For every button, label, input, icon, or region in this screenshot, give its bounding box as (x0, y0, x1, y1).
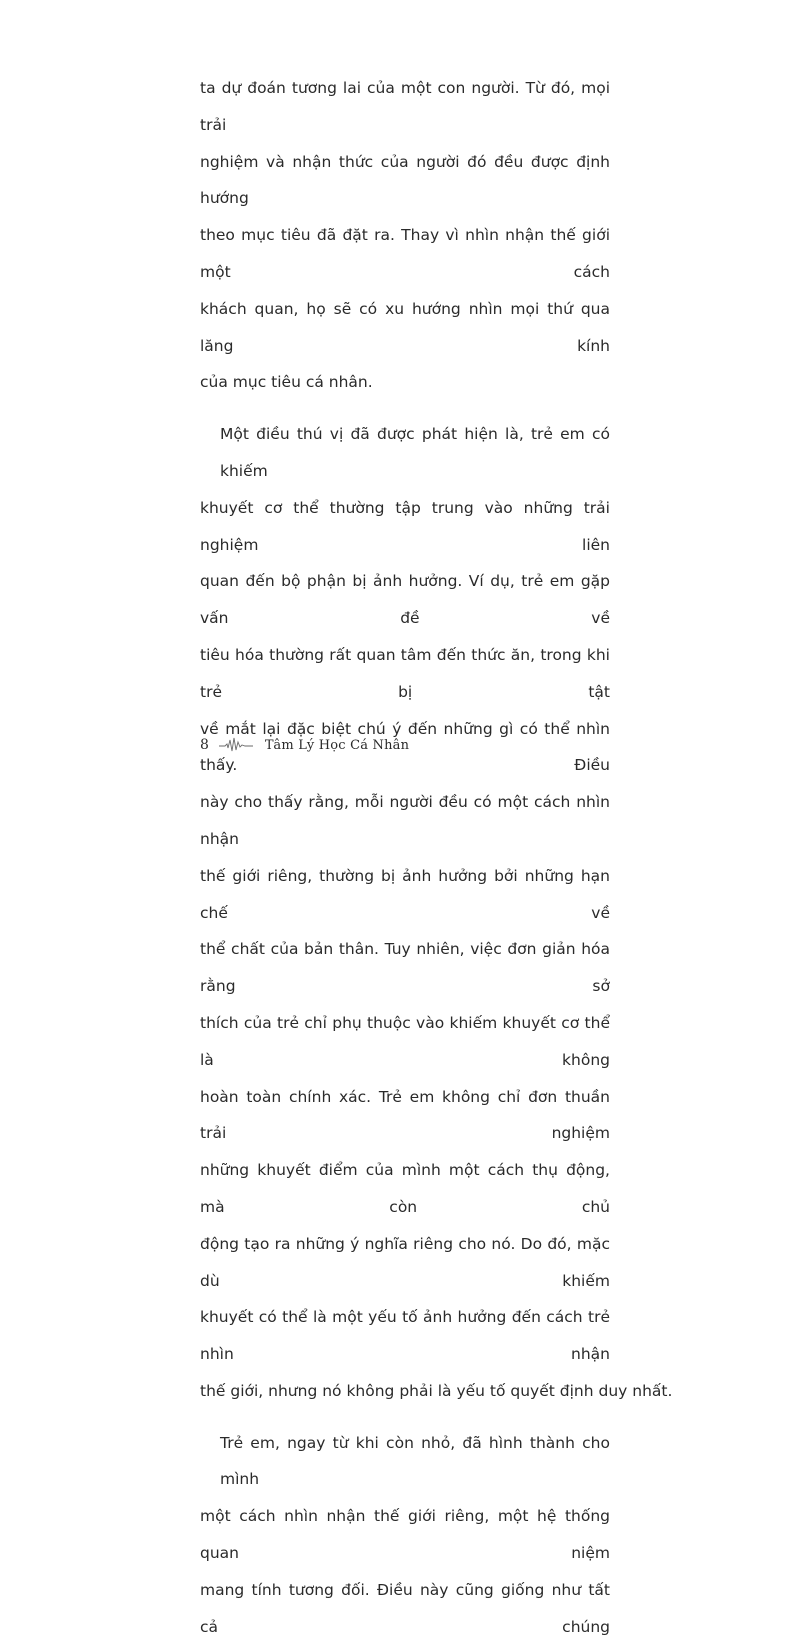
text-line: hoàn toàn chính xác. Trẻ em không chỉ đơn thuần trải nghiệm (200, 1087, 610, 1143)
text-line: thế giới, nhưng nó không phải là yếu tố quyết định duy nhất. (200, 1381, 673, 1400)
text-line: thế giới riêng, thường bị ảnh hưởng bởi những hạn chế về (200, 866, 610, 922)
text-line: những khuyết điểm của mình một cách thụ động, mà còn chủ (200, 1161, 610, 1216)
paragraph (200, 1425, 610, 1645)
text-line: của mục tiêu cá nhân. (200, 373, 373, 392)
paragraph-gap (200, 401, 610, 416)
text-line: ta dự đoán tương lai của một con người. Từ đó, mọi trải (200, 79, 610, 134)
text-line: khuyết có thể là một yếu tố ảnh hưởng đến cách trẻ nhìn nhận (200, 1308, 610, 1364)
text-line: thể chất của bản thân. Tuy nhiên, việc đơn giản hóa rằng sở (200, 940, 610, 996)
text-line: Trẻ em, ngay từ khi còn nhỏ, đã hình thành cho mình (220, 1433, 610, 1489)
text-line: một cách nhìn nhận thế giới riêng, một hệ thống quan niệm (200, 1507, 610, 1563)
page-footer (200, 733, 409, 757)
text-line: về mắt lại đặc biệt chú ý đến những gì có thể nhìn thấy. Điều (200, 719, 610, 775)
text-line: Một điều thú vị đã được phát hiện là, trẻ em có khiếm (220, 425, 610, 480)
body-text (200, 70, 673, 1645)
text-line: mang tính tương đối. Điều này cũng giống như tất cả chúng (200, 1580, 610, 1636)
paragraph (200, 416, 673, 1410)
book-title: Tâm Lý Học Cá Nhân (264, 737, 410, 753)
text-line: quan đến bộ phận bị ảnh hưởng. Ví dụ, trẻ em gặp vấn đề về (200, 572, 610, 628)
text-line: theo mục tiêu đã đặt ra. Thay vì nhìn nhận thế giới một cách (200, 226, 610, 281)
paragraph-gap (200, 1410, 610, 1425)
paragraph (200, 70, 610, 401)
text-line: này cho thấy rằng, mỗi người đều có một cách nhìn nhận (200, 793, 610, 848)
text-line: nghiệm và nhận thức của người đó đều được định hướng (200, 152, 610, 208)
text-line: khuyết cơ thể thường tập trung vào những trải nghiệm liên (200, 498, 610, 554)
heartbeat-line-icon (219, 736, 253, 754)
text-line: động tạo ra những ý nghĩa riêng cho nó. Do đó, mặc dù khiếm (200, 1234, 610, 1290)
text-line: thích của trẻ chỉ phụ thuộc vào khiếm khuyết cơ thể là không (200, 1013, 610, 1069)
page-number: 8 (200, 737, 209, 753)
text-line: khách quan, họ sẽ có xu hướng nhìn mọi thứ qua lăng kính (200, 299, 610, 355)
text-line: tiêu hóa thường rất quan tâm đến thức ăn, trong khi trẻ bị tật (200, 645, 610, 701)
